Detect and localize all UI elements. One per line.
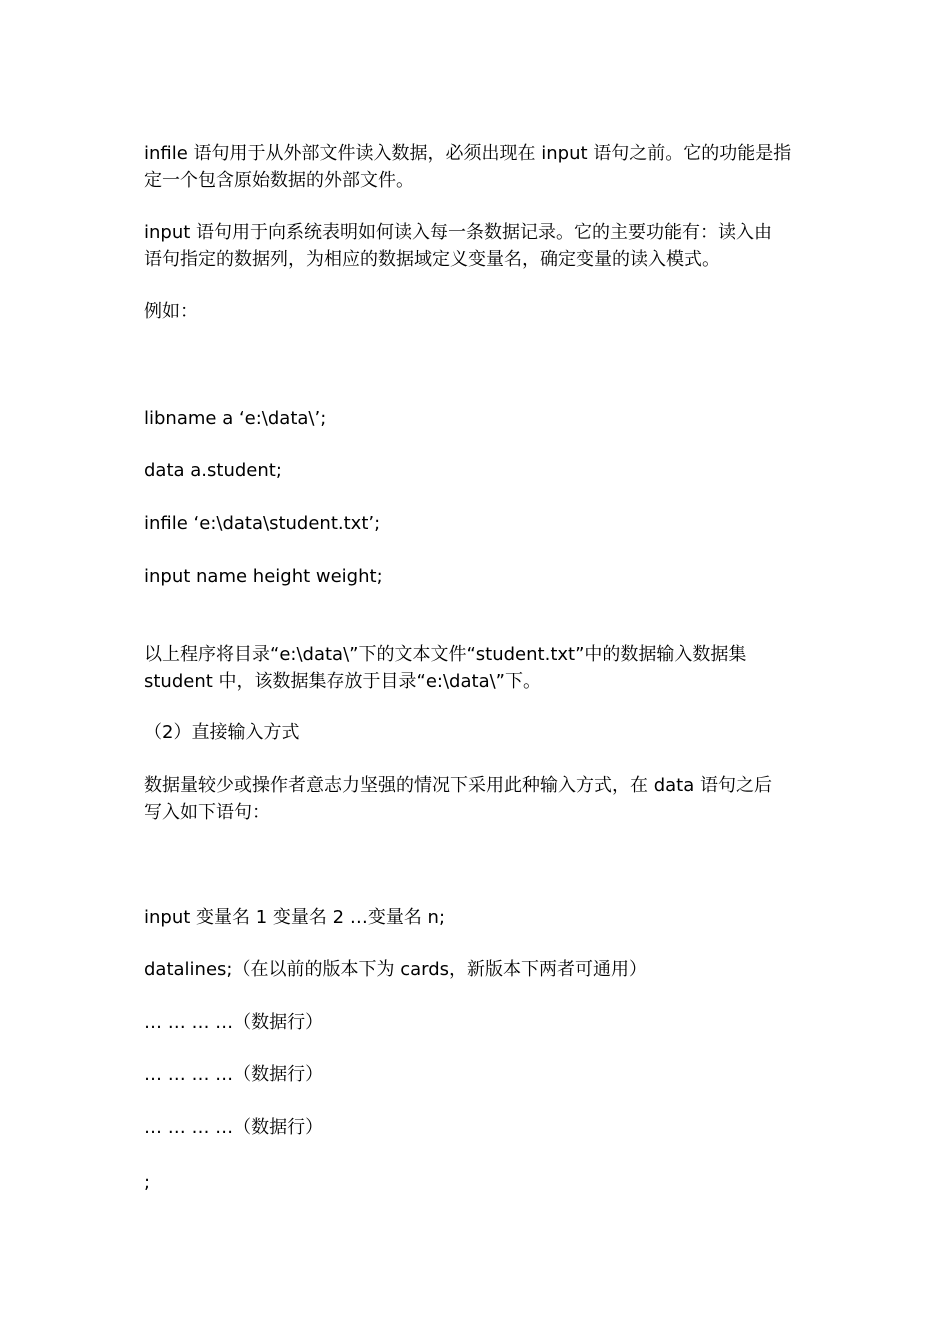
code-line-infile: infile ‘e:\data\student.txt’; (144, 513, 381, 534)
section-heading: （2）直接输入方式 (144, 722, 300, 743)
paragraph-direct-input-line-1: 数据量较少或操作者意志力坚强的情况下采用此种输入方式，在 data 语句之后 (144, 775, 772, 796)
code-line-data: data a.student; (144, 460, 282, 481)
code-line-libname: libname a ‘e:\data\’; (144, 408, 327, 429)
example-label: 例如： (144, 301, 198, 322)
paragraph-infile-line-2: 定一个包含原始数据的外部文件。 (144, 170, 414, 191)
code-line-input: input name height weight; (144, 566, 383, 587)
code-line-data-row-3: … … … …（数据行） (144, 1117, 324, 1138)
paragraph-input-line-1: input 语句用于向系统表明如何读入每一条数据记录。它的主要功能有：读入由 (144, 222, 773, 243)
code-line-data-row-2: … … … …（数据行） (144, 1064, 324, 1085)
paragraph-explanation-line-2: student 中，该数据集存放于目录“e:\data\”下。 (144, 671, 541, 692)
code-line-input-variables: input 变量名 1 变量名 2 …变量名 n; (144, 907, 446, 928)
paragraph-direct-input-line-2: 写入如下语句： (144, 802, 270, 823)
code-line-data-row-1: … … … …（数据行） (144, 1012, 324, 1033)
paragraph-explanation-line-1: 以上程序将目录“e:\data\”下的文本文件“student.txt”中的数据输入数据集 (144, 644, 747, 665)
code-line-datalines: datalines;（在以前的版本下为 cards，新版本下两者可通用） (144, 959, 648, 980)
paragraph-infile-line-1: infile 语句用于从外部文件读入数据，必须出现在 input 语句之前。它的功能是指 (144, 143, 792, 164)
code-line-terminator: ; (144, 1172, 151, 1193)
paragraph-input-line-2: 语句指定的数据列，为相应的数据域定义变量名，确定变量的读入模式。 (144, 249, 720, 270)
